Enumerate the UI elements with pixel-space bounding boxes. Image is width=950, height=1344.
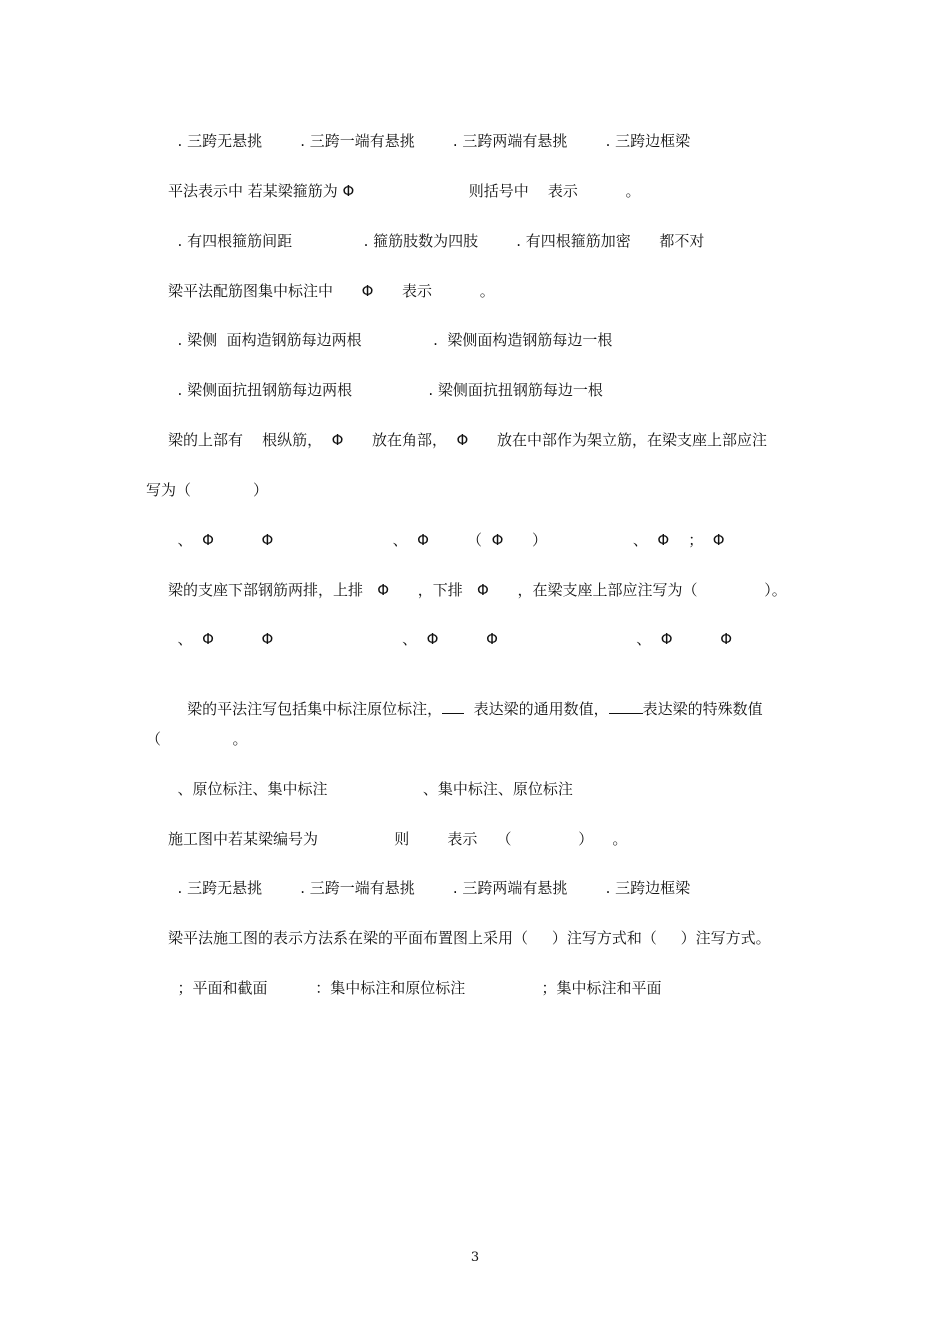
line-5: . 梁侧 面构造钢筋每边两根 . 梁侧面构造钢筋每边一根 bbox=[168, 331, 613, 349]
line-12-part-2: 表达梁的通用数值， bbox=[464, 700, 609, 718]
line-11: 、 Φ Φ 、 Φ Φ 、 Φ Φ bbox=[168, 630, 733, 648]
fill-blank-2 bbox=[609, 699, 643, 714]
line-7: 梁的上部有 根纵筋， Φ 放在角部， Φ 放在中部作为架立筋，在梁支座上部应注 bbox=[168, 431, 767, 449]
line-8: 写为（ ） bbox=[146, 481, 268, 499]
line-9: 、 Φ Φ 、 Φ （ Φ ） 、 Φ ； Φ bbox=[168, 531, 725, 549]
line-18: ；平面和截面 ：集中标注和原位标注 ；集中标注和平面 bbox=[168, 979, 662, 997]
line-12 bbox=[168, 679, 763, 739]
line-1: . 三跨无悬挑 . 三跨一端有悬挑 . 三跨两端有悬挑 . 三跨边框梁 bbox=[168, 132, 691, 150]
line-16: . 三跨无悬挑 . 三跨一端有悬挑 . 三跨两端有悬挑 . 三跨边框梁 bbox=[168, 879, 691, 897]
page-number: 3 bbox=[470, 1250, 480, 1265]
line-4: 梁平法配筋图集中标注中 Φ 表示 。 bbox=[168, 282, 495, 300]
line-14: 、原位标注、集中标注 、集中标注、原位标注 bbox=[168, 780, 573, 798]
line-12-part-1: 梁的平法注写包括集中标注原位标注， bbox=[187, 700, 443, 718]
fill-blank-1 bbox=[442, 699, 464, 714]
line-10: 梁的支座下部钢筋两排，上排 Φ ，下排 Φ ，在梁支座上部应注写为（ ）。 bbox=[168, 581, 787, 599]
line-12-part-3: 表达梁的特殊数值 bbox=[642, 700, 763, 718]
line-3: . 有四根箍筋间距 . 箍筋肢数为四肢 . 有四根箍筋加密 都不对 bbox=[168, 232, 705, 250]
line-6: . 梁侧面抗扭钢筋每边两根 . 梁侧面抗扭钢筋每边一根 bbox=[168, 381, 603, 399]
line-2: 平法表示中 若某梁箍筋为 Φ 则括号中 表示 。 bbox=[168, 182, 641, 200]
line-13: （ 。 bbox=[146, 730, 248, 748]
line-17: 梁平法施工图的表示方法系在梁的平面布置图上采用（ ）注写方式和（ ）注写方式。 bbox=[168, 929, 771, 947]
line-15: 施工图中若某梁编号为 则 表示 （ ） 。 bbox=[168, 830, 628, 848]
